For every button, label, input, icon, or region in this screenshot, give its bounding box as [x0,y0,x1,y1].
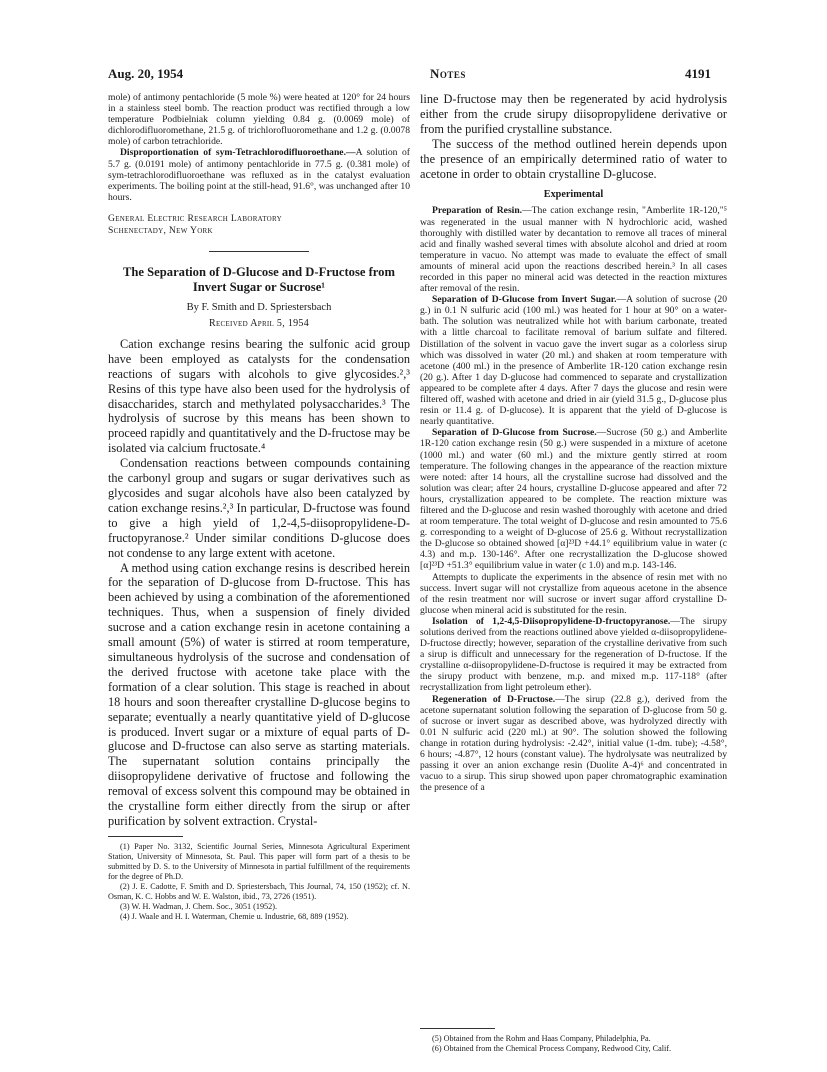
footnote-4: (4) J. Waale and H. I. Waterman, Chemie u. Industrie, 68, 889 (1952). [120,911,349,921]
resin-preparation-heading: Preparation of Resin. [432,205,523,217]
sucrose-separation-paragraph [420,427,727,571]
body-paragraph-2: Condensation reactions between compounds containing the carbonyl group and sugars or sugar derivatives such as glycosides and sugar alcohols have also been catalyzed by cation exchange resins.²,³ In particular, D-fructose was found to give a high yield of 1,2-4,5-diisopropylidene-D-fructopyranose.² Under similar conditions D-glucose does not condense to any large extent with acetone. [108,456,410,560]
invert-sugar-text: —A solution of sucrose (20 g.) in 0.1 N sulfuric acid (100 ml.) was heated for 1 hour at 90° on a water-bath. The solution was neutralized while hot with barium carbonate, treated with a little charcoal to facilitate removal of barium sulfate and filtered. Distillation of the solvent in vacuo gave the invert sugar as a colorless sirup which was dissolved in water (20 ml.) and shaken at room temperature with acetone (400 ml.) in the presence of Amberlite 1R-120 cation exchange resin (20 g.). After 1 day D-glucose had commenced to separate and crystallization appeared to be complete after 4 days. After 7 days the glucose and resin were filtered off, washed with acetone and dried in air (yield 31.5 g., D-glucose plus resin or 11.4 g. of D-glucose). It is apparent that the yield of D-glucose is nearly quantitative. [420,294,728,428]
resin-preparation-text: —The cation exchange resin, "Amberlite 1R-120,"⁵ was regenerated in the usual manner with N hydrochloric acid, washed thoroughly with distilled water by decantation to remove all traces of mineral acid and finally washed several times with absolute alcohol and dried at room temperature in vacuo. No attempt was made to evaluate the effect of small amounts of mineral acid upon the reactions described herein.³ In all cases recorded in this paper no mineral acid was detected in the reaction mixtures after removal of the resin. [420,205,727,295]
footnote-divider [108,836,183,837]
body-paragraph-1: Cation exchange resins bearing the sulfonic acid group have been employed as catalysts for the condensation reactions of sugars with alcohols to give glycosides.²,³ Resins of this type have also been used for the hydrolysis of disaccharides, starch and methylated polysaccharides.³ The hydrolysis of sucrose by this means has been shown to proceed rapidly and quantitatively and the D-fructose may be isolated via calcium fructosate.⁴ [108,336,410,456]
footnote-5: (5) Obtained from the Rohm and Haas Company, Philadelphia, Pa. [432,1034,651,1043]
header-section: Notes [430,66,466,81]
disproportionation-text: A solution of 5.7 g. (0.0191 mole) of antimony pentachloride in 77.5 g. (0.381 mole) of sym-tetrachlorodifluoroethane was refluxed as in the catalyst evaluation experiments. The boiling point at the still-head, 91.6°, was unchanged after 10 hours. [108,147,410,203]
isolation-text: —The sirupy solutions derived from the reactions outlined above yielded α-diisopropylidene-D-fructose directly; however, separation of the crystalline derivative from such a sirup is difficult and unnecessary for the regeneration of D-fructose. If the crystalline α-diisopropylidene-D-fructose is required it may be extracted from the sirupy product with benzene, m.p. and mixed m.p. 117-118° (after recrystallization from light petroleum ether). [420,615,727,694]
header-date: Aug. 20, 1954 [108,66,184,81]
sucrose-separation-text: —Sucrose (50 g.) and Amberlite 1R-120 cation exchange resin (50 g.) were suspended in a mixture of acetone (1000 ml.) and water (60 ml.) and the mixture gently stirred at room temperature. The following changes in the appearance of the reaction mixture were noted: after 14 hours, all the crystalline sucrose had dissolved and the solution was clear; after 24 hours, crystalline D-glucose appeared and after 72 hours, crystallization appeared to be complete. The reaction mixture was filtered and the D-glucose and resin washed thoroughly with acetone and dried at room temperature. The total weight of D-glucose and resin amounted to 75.6 g. corresponding to a weight of D-glucose of 25.6 g. Without recrystallization the D-glucose so obtained showed [α]²³D +44.1° equilibrium value in water (c 4.3) and m.p. 130-146°. After one recrystallization the D-glucose showed [α]²³D +51.3° equilibrium value in water (c 1.0) and m.p. 143-146. [420,427,727,572]
disproportionation-paragraph [108,147,410,202]
affiliation [108,213,410,237]
right-footnote-divider [420,1028,495,1029]
sucrose-separation-heading: Separation of D-Glucose from Sucrose. [432,427,597,439]
body-paragraph-3: A method using cation exchange resins is described herein for the separation of D-glucose from D-fructose. This has been achieved by using a combination of the aforementioned techniques. Thus, when a suspension of finely divided sucrose and a cation exchange resin in acetone containing a small amount (5%) of water is stirred at room temperature, simultaneous hydrolysis of the sucrose and condensation of the derived fructose with acetone take place with the formation of a clear solution. This stage is reached in about 18 hours and soon thereafter crystalline D-glucose begins to separate; eventually a nearly quantitative yield of D-glucose is produced. Invert sugar or a mixture of equal parts of D-glucose and D-fructose can also serve as starting materials. The supernatant solution contains principally the diisopropylidene derivative of fructose and following the removal of excess solvent this compound may be obtained in the crystalline form either directly from the sirup or after purification by solvent extraction. Crystal- [108,560,410,828]
isolation-paragraph [420,616,727,694]
regeneration-heading: Regeneration of D-Fructose. [432,693,556,705]
experimental-heading: Experimental [543,189,604,201]
footnote-2: (2) J. E. Cadotte, F. Smith and D. Spriestersbach, This Journal, 74, 150 (1952); cf. N. Osman, K. C. Hobbs and W. E. Walston, ibid., 73, 2726 (1951). [108,881,410,901]
invert-sugar-heading: Separation of D-Glucose from Invert Sugar. [432,294,617,306]
article-divider [209,251,309,252]
article-received-date: Received April 5, 1954 [208,317,310,329]
right-column [420,92,727,793]
article-byline: By F. Smith and D. Spriestersbach [186,301,332,313]
right-footnotes [420,1021,727,1054]
previous-article-paragraph: mole) of antimony pentachloride (5 mole %) were heated at 120° for 24 hours in a stainless steel bomb. The reaction product was rectified through a low temperature Podbielniak column yielding 0.84 g. (0.0069 mole) of dichlorodifluoromethane, 21.5 g. of trichlorofluoromethane and 1.2 g. (0.0078 mole) of carbon tetrachloride. [108,92,410,148]
footnote-6: (6) Obtained from the Chemical Process Company, Redwood City, Calif. [432,1044,672,1053]
body-paragraph-4: The success of the method outlined herein depends upon the presence of an empirically determined ratio of water to acetone in order to obtain crystalline D-glucose. [420,136,727,181]
article-title: The Separation of D-Glucose and D-Fructose from Invert Sugar or Sucrose¹ [123,264,395,294]
header-page-number: 4191 [685,66,711,81]
footnote-3: (3) W. H. Wadman, J. Chem. Soc., 3051 (1952). [120,901,278,911]
resin-preparation-paragraph [420,205,727,294]
body-paragraph-continued: line D-fructose may then be regenerated by acid hydrolysis either from the crude sirupy diisopropylidene derivative or from the purified crystalline substance. [420,92,727,136]
isolation-heading: Isolation of 1,2-4,5-Diisopropylidene-D-fructopyranose. [432,615,671,627]
affiliation-line-1: General Electric Research Laboratory [108,212,282,224]
attempts-paragraph: Attempts to duplicate the experiments in the absence of resin met with no success. Invert sugar will not crystallize from aqueous acetone in the absence of the resin treatment nor will sucrose or invert sugar afford crystalline D-glucose when mineral acid is substituted for the resin. [420,571,727,616]
left-column [108,92,410,922]
invert-sugar-paragraph [420,294,727,427]
footnote-1: (1) Paper No. 3132, Scientific Journal Series, Minnesota Agricultural Experiment Station, University of Minnesota, St. Paul. This paper will form part of a thesis to be submitted by D. S. to the University of Minnesota in partial fulfillment of the requirements for the degree of Ph.D. [108,841,410,881]
regeneration-paragraph [420,694,727,794]
affiliation-line-2: Schenectady, New York [108,224,213,236]
regeneration-text: —The sirup (22.8 g.), derived from the acetone supernatant solution following the separation of D-glucose from 50 g. of sucrose or invert sugar as described above, was hydrolyzed directly with 0.01 N sulfuric acid (220 ml.) at 90°. The solution showed the following change in rotation during hydrolysis: -2.42°, initial value (1-dm. tube); -4.58°, 6 hours; -4.87°, 12 hours (constant value). The hydrolysate was neutralized by passing it over an anion exchange resin (Duolite A-4)⁶ and concentrated in vacuo to a sirup. This sirup showed upon paper chromatographic examination the presence of a [420,693,727,794]
disproportionation-heading: Disproportionation of sym-Tetrachlorodifluoroethane.— [120,147,356,159]
